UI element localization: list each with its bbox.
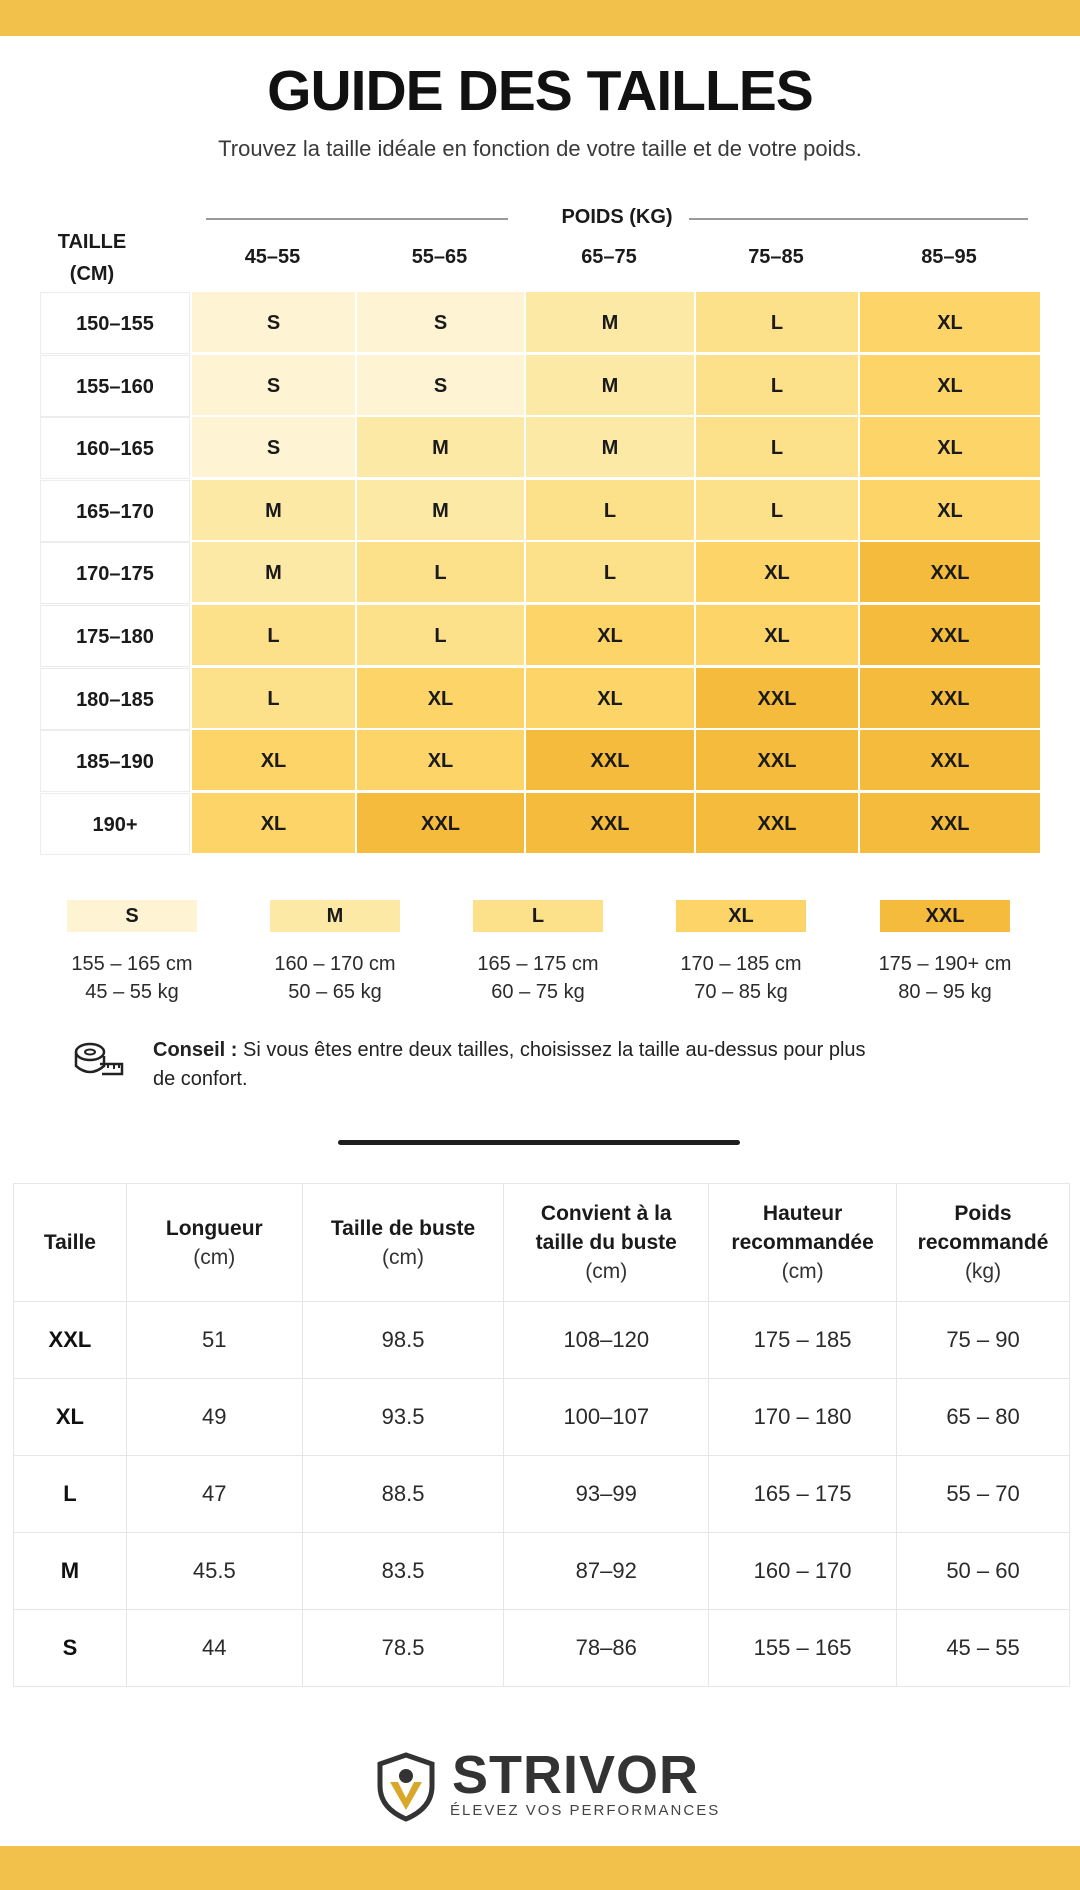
matrix-row xyxy=(40,480,1040,542)
tip-body: Si vous êtes entre deux tailles, choisissez la taille au-dessus pour plus de confort. xyxy=(153,1039,866,1090)
matrix-size-cell: XL xyxy=(694,605,858,667)
shield-icon xyxy=(376,1752,436,1822)
table-value-cell: 44 xyxy=(126,1610,302,1687)
matrix-size-cell: XXL xyxy=(524,793,694,855)
measurement-table xyxy=(13,1183,1070,1687)
matrix-height-label: 160–165 xyxy=(40,417,190,479)
table-value-cell: 100–107 xyxy=(504,1379,709,1456)
matrix-size-cell: L xyxy=(190,605,355,667)
measurement-column-title: Poids recommandé xyxy=(917,1202,1049,1254)
top-accent-bar xyxy=(0,0,1080,36)
matrix-size-cell: XXL xyxy=(524,730,694,792)
measurement-column-unit: (kg) xyxy=(964,1260,1002,1283)
table-value-cell: 175 – 185 xyxy=(709,1302,897,1379)
page-title: GUIDE DES TAILLES xyxy=(267,59,813,123)
legend-item xyxy=(641,900,841,1006)
table-value-cell: 155 – 165 xyxy=(709,1610,897,1687)
table-value-cell: 93.5 xyxy=(302,1379,504,1456)
measurement-column-unit: (cm) xyxy=(585,1260,628,1283)
table-value-cell: 87–92 xyxy=(504,1533,709,1610)
matrix-size-cell: XL xyxy=(858,292,1040,354)
table-size-cell: L xyxy=(14,1456,127,1533)
matrix-size-cell: XL xyxy=(694,542,858,604)
legend-height-range: 175 – 190+ cm xyxy=(878,953,1012,975)
section-divider xyxy=(338,1140,740,1145)
matrix-size-cell: XXL xyxy=(858,605,1040,667)
table-value-cell: 93–99 xyxy=(504,1456,709,1533)
matrix-row xyxy=(40,417,1040,479)
matrix-size-cell: M xyxy=(524,417,694,479)
legend-size-chip: L xyxy=(473,900,603,932)
legend-height-range: 155 – 165 cm xyxy=(71,953,193,975)
matrix-size-cell: S xyxy=(355,355,524,417)
matrix-size-cell: L xyxy=(190,668,355,730)
table-value-cell: 78.5 xyxy=(302,1610,504,1687)
matrix-size-cell: L xyxy=(694,292,858,354)
height-header-line1: TAILLE xyxy=(57,231,127,253)
weight-column-header: 55–65 xyxy=(411,246,468,268)
legend-height-range: 160 – 170 cm xyxy=(274,953,396,975)
matrix-size-cell: XL xyxy=(190,730,355,792)
matrix-size-cell: XXL xyxy=(694,793,858,855)
legend-size-chip: M xyxy=(270,900,400,932)
measurement-column-unit: (cm) xyxy=(781,1260,824,1283)
brand-logo xyxy=(376,1745,736,1838)
measurement-column-header xyxy=(302,1184,504,1302)
matrix-size-cell: XL xyxy=(858,417,1040,479)
measurement-column-title: Hauteur recommandée xyxy=(731,1202,874,1254)
legend-height-range: 165 – 175 cm xyxy=(477,953,599,975)
matrix-size-cell: M xyxy=(190,542,355,604)
table-size-cell: M xyxy=(14,1533,127,1610)
matrix-row xyxy=(40,292,1040,354)
table-value-cell: 160 – 170 xyxy=(709,1533,897,1610)
weight-header xyxy=(206,204,1028,234)
measurement-column-header xyxy=(14,1184,127,1302)
matrix-height-label: 165–170 xyxy=(40,480,190,542)
matrix-height-label: 155–160 xyxy=(40,355,190,417)
measurement-column-title: Taille de buste xyxy=(330,1216,476,1240)
measurement-column-unit: (cm) xyxy=(193,1245,236,1269)
measurement-table-header xyxy=(14,1184,1070,1302)
table-value-cell: 165 – 175 xyxy=(709,1456,897,1533)
matrix-row xyxy=(40,355,1040,417)
brand-tagline: ÉLEVEZ VOS PERFORMANCES xyxy=(450,1802,721,1819)
legend-weight-range: 70 – 85 kg xyxy=(694,981,788,1003)
matrix-height-label: 180–185 xyxy=(40,668,190,730)
table-value-cell: 45 – 55 xyxy=(897,1610,1070,1687)
legend-weight-range: 45 – 55 kg xyxy=(85,981,179,1003)
table-value-cell: 98.5 xyxy=(302,1302,504,1379)
matrix-size-cell: XXL xyxy=(858,793,1040,855)
legend-size-chip: S xyxy=(67,900,197,932)
page-subtitle: Trouvez la taille idéale en fonction de votre taille et de votre poids. xyxy=(218,136,862,161)
matrix-size-cell: XXL xyxy=(858,668,1040,730)
weight-column-header: 75–85 xyxy=(748,246,804,268)
legend-item xyxy=(235,900,435,1006)
matrix-size-cell: L xyxy=(694,480,858,542)
matrix-row xyxy=(40,793,1040,855)
matrix-row xyxy=(40,730,1040,792)
table-value-cell: 170 – 180 xyxy=(709,1379,897,1456)
table-value-cell: 83.5 xyxy=(302,1533,504,1610)
table-size-cell: S xyxy=(14,1610,127,1687)
measurement-column-header xyxy=(709,1184,897,1302)
matrix-row xyxy=(40,605,1040,667)
matrix-size-cell: L xyxy=(694,417,858,479)
matrix-size-cell: L xyxy=(694,355,858,417)
table-value-cell: 78–86 xyxy=(504,1610,709,1687)
matrix-height-label: 175–180 xyxy=(40,605,190,667)
matrix-size-cell: XXL xyxy=(858,730,1040,792)
matrix-size-cell: M xyxy=(524,292,694,354)
weight-header-label: POIDS (KG) xyxy=(545,206,688,228)
matrix-size-cell: XL xyxy=(355,668,524,730)
measurement-column-header xyxy=(126,1184,302,1302)
legend-height-range: 170 – 185 cm xyxy=(680,953,802,975)
matrix-size-cell: S xyxy=(190,292,355,354)
tip-label: Conseil : xyxy=(153,1039,238,1061)
table-row xyxy=(14,1456,1070,1533)
measurement-column-title: Convient à la taille du buste xyxy=(535,1202,677,1254)
table-row xyxy=(14,1302,1070,1379)
matrix-size-cell: XL xyxy=(858,480,1040,542)
table-value-cell: 51 xyxy=(126,1302,302,1379)
matrix-size-cell: L xyxy=(524,480,694,542)
matrix-size-cell: S xyxy=(355,292,524,354)
measurement-column-header xyxy=(504,1184,709,1302)
brand-name: STRIVOR xyxy=(452,1745,700,1805)
matrix-size-cell: M xyxy=(355,480,524,542)
matrix-size-cell: S xyxy=(190,417,355,479)
table-value-cell: 75 – 90 xyxy=(897,1302,1070,1379)
measuring-tape-icon xyxy=(72,1034,126,1088)
table-value-cell: 45.5 xyxy=(126,1533,302,1610)
matrix-size-cell: L xyxy=(355,542,524,604)
legend-weight-range: 50 – 65 kg xyxy=(288,981,382,1003)
legend-size-chip: XXL xyxy=(880,900,1010,932)
matrix-size-cell: L xyxy=(355,605,524,667)
matrix-size-cell: XXL xyxy=(694,668,858,730)
matrix-size-cell: XL xyxy=(190,793,355,855)
matrix-height-label: 150–155 xyxy=(40,292,190,354)
matrix-size-cell: XXL xyxy=(858,542,1040,604)
matrix-size-cell: M xyxy=(524,355,694,417)
legend-weight-range: 80 – 95 kg xyxy=(898,981,992,1003)
table-row xyxy=(14,1533,1070,1610)
matrix-size-cell: S xyxy=(190,355,355,417)
matrix-height-label: 170–175 xyxy=(40,542,190,604)
measurement-column-title: Taille xyxy=(43,1231,96,1254)
weight-column-header: 85–95 xyxy=(921,246,977,268)
table-size-cell: XL xyxy=(14,1379,127,1456)
legend-item xyxy=(438,900,638,1006)
table-value-cell: 50 – 60 xyxy=(897,1533,1070,1610)
table-value-cell: 108–120 xyxy=(504,1302,709,1379)
matrix-height-label: 185–190 xyxy=(40,730,190,792)
legend-item xyxy=(845,900,1045,1006)
table-row xyxy=(14,1379,1070,1456)
table-value-cell: 47 xyxy=(126,1456,302,1533)
table-value-cell: 65 – 80 xyxy=(897,1379,1070,1456)
weight-column-header: 65–75 xyxy=(581,246,637,268)
table-value-cell: 49 xyxy=(126,1379,302,1456)
matrix-size-cell: XXL xyxy=(694,730,858,792)
matrix-size-cell: XL xyxy=(524,668,694,730)
table-row xyxy=(14,1610,1070,1687)
measurement-column-header xyxy=(897,1184,1070,1302)
matrix-row xyxy=(40,542,1040,604)
legend-size-chip: XL xyxy=(676,900,806,932)
matrix-size-cell: XXL xyxy=(355,793,524,855)
matrix-size-cell: M xyxy=(355,417,524,479)
weight-column-header: 45–55 xyxy=(244,246,301,268)
matrix-size-cell: M xyxy=(190,480,355,542)
matrix-size-cell: XL xyxy=(355,730,524,792)
legend-weight-range: 60 – 75 kg xyxy=(491,981,585,1003)
matrix-size-cell: XL xyxy=(858,355,1040,417)
height-header-line2: (CM) xyxy=(69,263,115,285)
measurement-column-title: Longueur xyxy=(165,1216,263,1240)
table-value-cell: 88.5 xyxy=(302,1456,504,1533)
tip-text xyxy=(153,1036,873,1094)
table-size-cell: XXL xyxy=(14,1302,127,1379)
matrix-size-cell: XL xyxy=(524,605,694,667)
bottom-accent-bar xyxy=(0,1846,1080,1890)
matrix-size-cell: L xyxy=(524,542,694,604)
matrix-row xyxy=(40,668,1040,730)
matrix-height-label: 190+ xyxy=(40,793,190,855)
measurement-column-unit: (cm) xyxy=(382,1245,425,1269)
height-header xyxy=(42,226,142,290)
table-value-cell: 55 – 70 xyxy=(897,1456,1070,1533)
legend-item xyxy=(32,900,232,1006)
